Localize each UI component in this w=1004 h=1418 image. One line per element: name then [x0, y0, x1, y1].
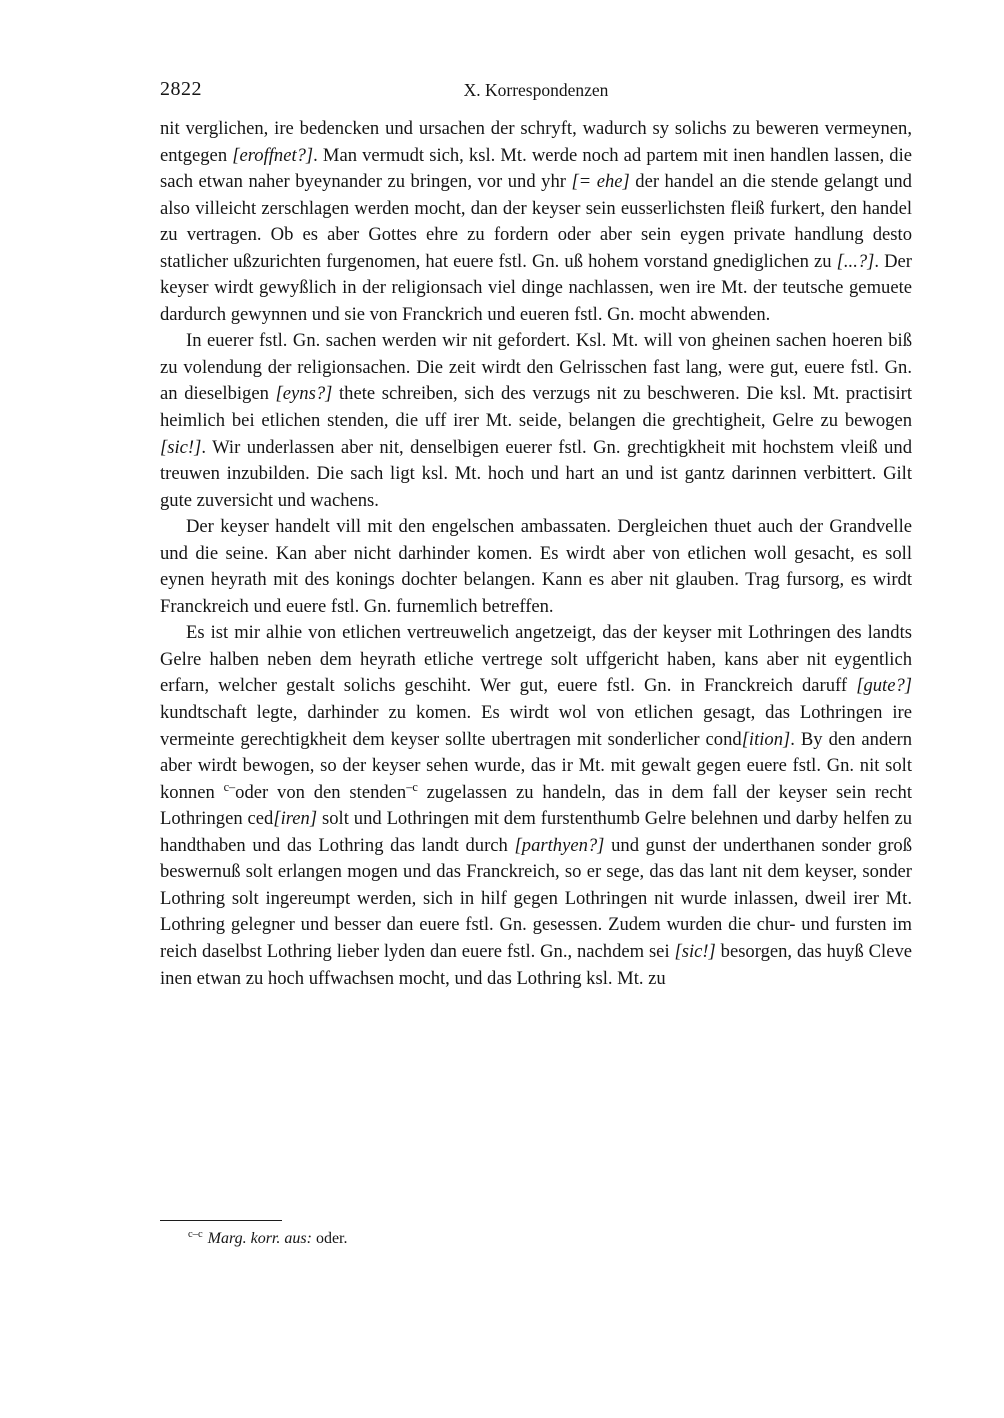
footnote-line [160, 1228, 912, 1250]
running-head: X. Korrespondenzen [463, 80, 609, 100]
text-segment: Es ist mir alhie von etlichen vertreuwelich angetzeigt, das der keyser mit Lothringen des landts Gelre halben neben dem heyrath etliche vertrege solt uffgericht haben, kans aber nit eygentlich erfarn, welcher gestalt solichs geschiht. Wer gut, euere fstl. Gn. in Franckreich daruff [160, 622, 912, 697]
body-text [160, 116, 912, 992]
editorial-insertion: [parthyen?] [514, 834, 605, 856]
footnote [160, 1220, 912, 1250]
text-segment: . Der keyser wirdt gewyßlich in der religionsach viel dinge nachlassen, wen ire Mt. der teutsche gemuete dardurch gewynnen und sie von Franckrich und eueren fstl. Gn. mocht abwenden. [160, 250, 912, 325]
apparatus-marker: c– [223, 779, 236, 794]
text-segment: der handel an die stende gelangt und also villeicht zerschlagen werden mocht, dan der keyser sein eusserlichsten fleiß furkert, den handel zu vertragen. Ob es aber Gottes ehre zu fordern oder aber sein eygen private handlung desto statlicher ußzurichten furgenomen, hat euere fstl. Gn. uß hohem vorstand gnediglichen zu [160, 171, 912, 272]
text-segment: nit verglichen, ire bedencken und ursachen der schryft, wadurch sy solichs zu beweren vermeynen, entgegen [160, 118, 912, 166]
text-segment: In euerer fstl. Gn. sachen werden wir nit gefordert. Ksl. Mt. will von gheinen sachen hoeren biß zu volendung der religionsachen. Die zeit wirdt den Gelrisschen fast lang, were gut, euere fstl. Gn. an dieselbigen [160, 330, 912, 405]
editorial-insertion: [gute?] [856, 675, 912, 697]
editorial-insertion: [ition] [741, 728, 791, 750]
text-segment: oder von den stenden [235, 781, 407, 803]
footnote-marker: c–c [188, 1228, 203, 1240]
paragraph [160, 116, 912, 328]
editorial-insertion: [sic!] [160, 436, 202, 458]
editorial-insertion: [eyns?] [275, 383, 333, 405]
paragraph [160, 620, 912, 992]
editorial-insertion: [eroffnet?] [232, 144, 314, 166]
page-number: 2822 [160, 78, 202, 100]
editorial-insertion: [= ehe] [571, 171, 630, 193]
footnote-text: oder. [311, 1230, 348, 1247]
text-segment: besorgen, das huyß Cleve inen etwan zu hoch uffwachsen mocht, und das Lothring ksl. Mt. zu [160, 940, 912, 989]
text-segment: zugelassen zu handeln, das in dem fall der keyser sein recht Lothringen ced [160, 781, 912, 830]
text-segment: . Man vermudt sich, ksl. Mt. werde noch ad partem mit inen handlen lassen, die sach etwan naher byeynander zu bringen, vor und yhr [160, 144, 912, 193]
editorial-insertion: [sic!] [674, 940, 716, 962]
footnote-rule [160, 1220, 282, 1221]
text-segment: . By den andern aber wirdt bewogen, so der keyser sehen wurde, das ir Mt. mit gewalt gegen euere fstl. Gn. nit solt konnen [160, 728, 912, 803]
editorial-insertion: [iren] [273, 808, 318, 830]
text-segment: solt und Lothringen mit dem furstenthumb Gelre belehnen und darby helfen zu handthaben und das Lothring das landt durch [160, 808, 913, 856]
text-segment: und gunst der underthanen sonder groß beswernuß solt erlangen mogen und das Franckreich, so er sege, das das lant nit dem keyser, sonder Lothring solt ingereumpt werden, sich in hilf gegen Lothringen nit wurde inlassen, dweil irer Mt. Lothring gelegner und besser dan euere fstl. Gn. gesessen. Zudem wurden die chur- und fursten im reich daselbst Lothring lieber lyden dan euere fstl. Gn., nachdem sei [160, 834, 912, 962]
footnote-label: Marg. korr. aus: [207, 1230, 312, 1247]
page-header [160, 78, 912, 106]
apparatus-marker: –c [406, 779, 418, 794]
editorial-insertion: [...?] [836, 250, 875, 272]
paragraph [160, 328, 912, 514]
text-segment: . Wir underlassen aber nit, denselbigen euerer fstl. Gn. grechtigkheit mit hochstem vleiß und treuwen inzubilden. Die sach ligt ksl. Mt. hoch und hart an und ist gantz darinnen verbittert. Gilt gute zuversicht und wachens. [160, 436, 912, 511]
text-segment: Der keyser handelt vill mit den engelschen ambassaten. Dergleichen thuet auch der Grandvelle und die seine. Kan aber nicht darhinder komen. Es wirdt aber von etlichen woll gesacht, es soll eynen heyrath mit des konings dochter belangen. Kann es aber nit glauben. Trag fursorg, es wirdt Franckreich und euere fstl. Gn. furnemlich betreffen. [160, 516, 912, 617]
text-segment: thete schreiben, sich des verzugs nit zu beschweren. Die ksl. Mt. practisirt heimlich bei etlichen stenden, die uff irer Mt. seide, belangen die grechtigheit, Gelre zu bewogen [160, 383, 912, 432]
paragraph [160, 514, 912, 620]
text-segment: kundtschaft legte, darhinder zu komen. Es wirdt wol von etlichen gesagt, das Lothringen ire vermeinte gerechtigkheit dem keyser sollte ubertragen mit sonderlicher cond [160, 702, 912, 750]
